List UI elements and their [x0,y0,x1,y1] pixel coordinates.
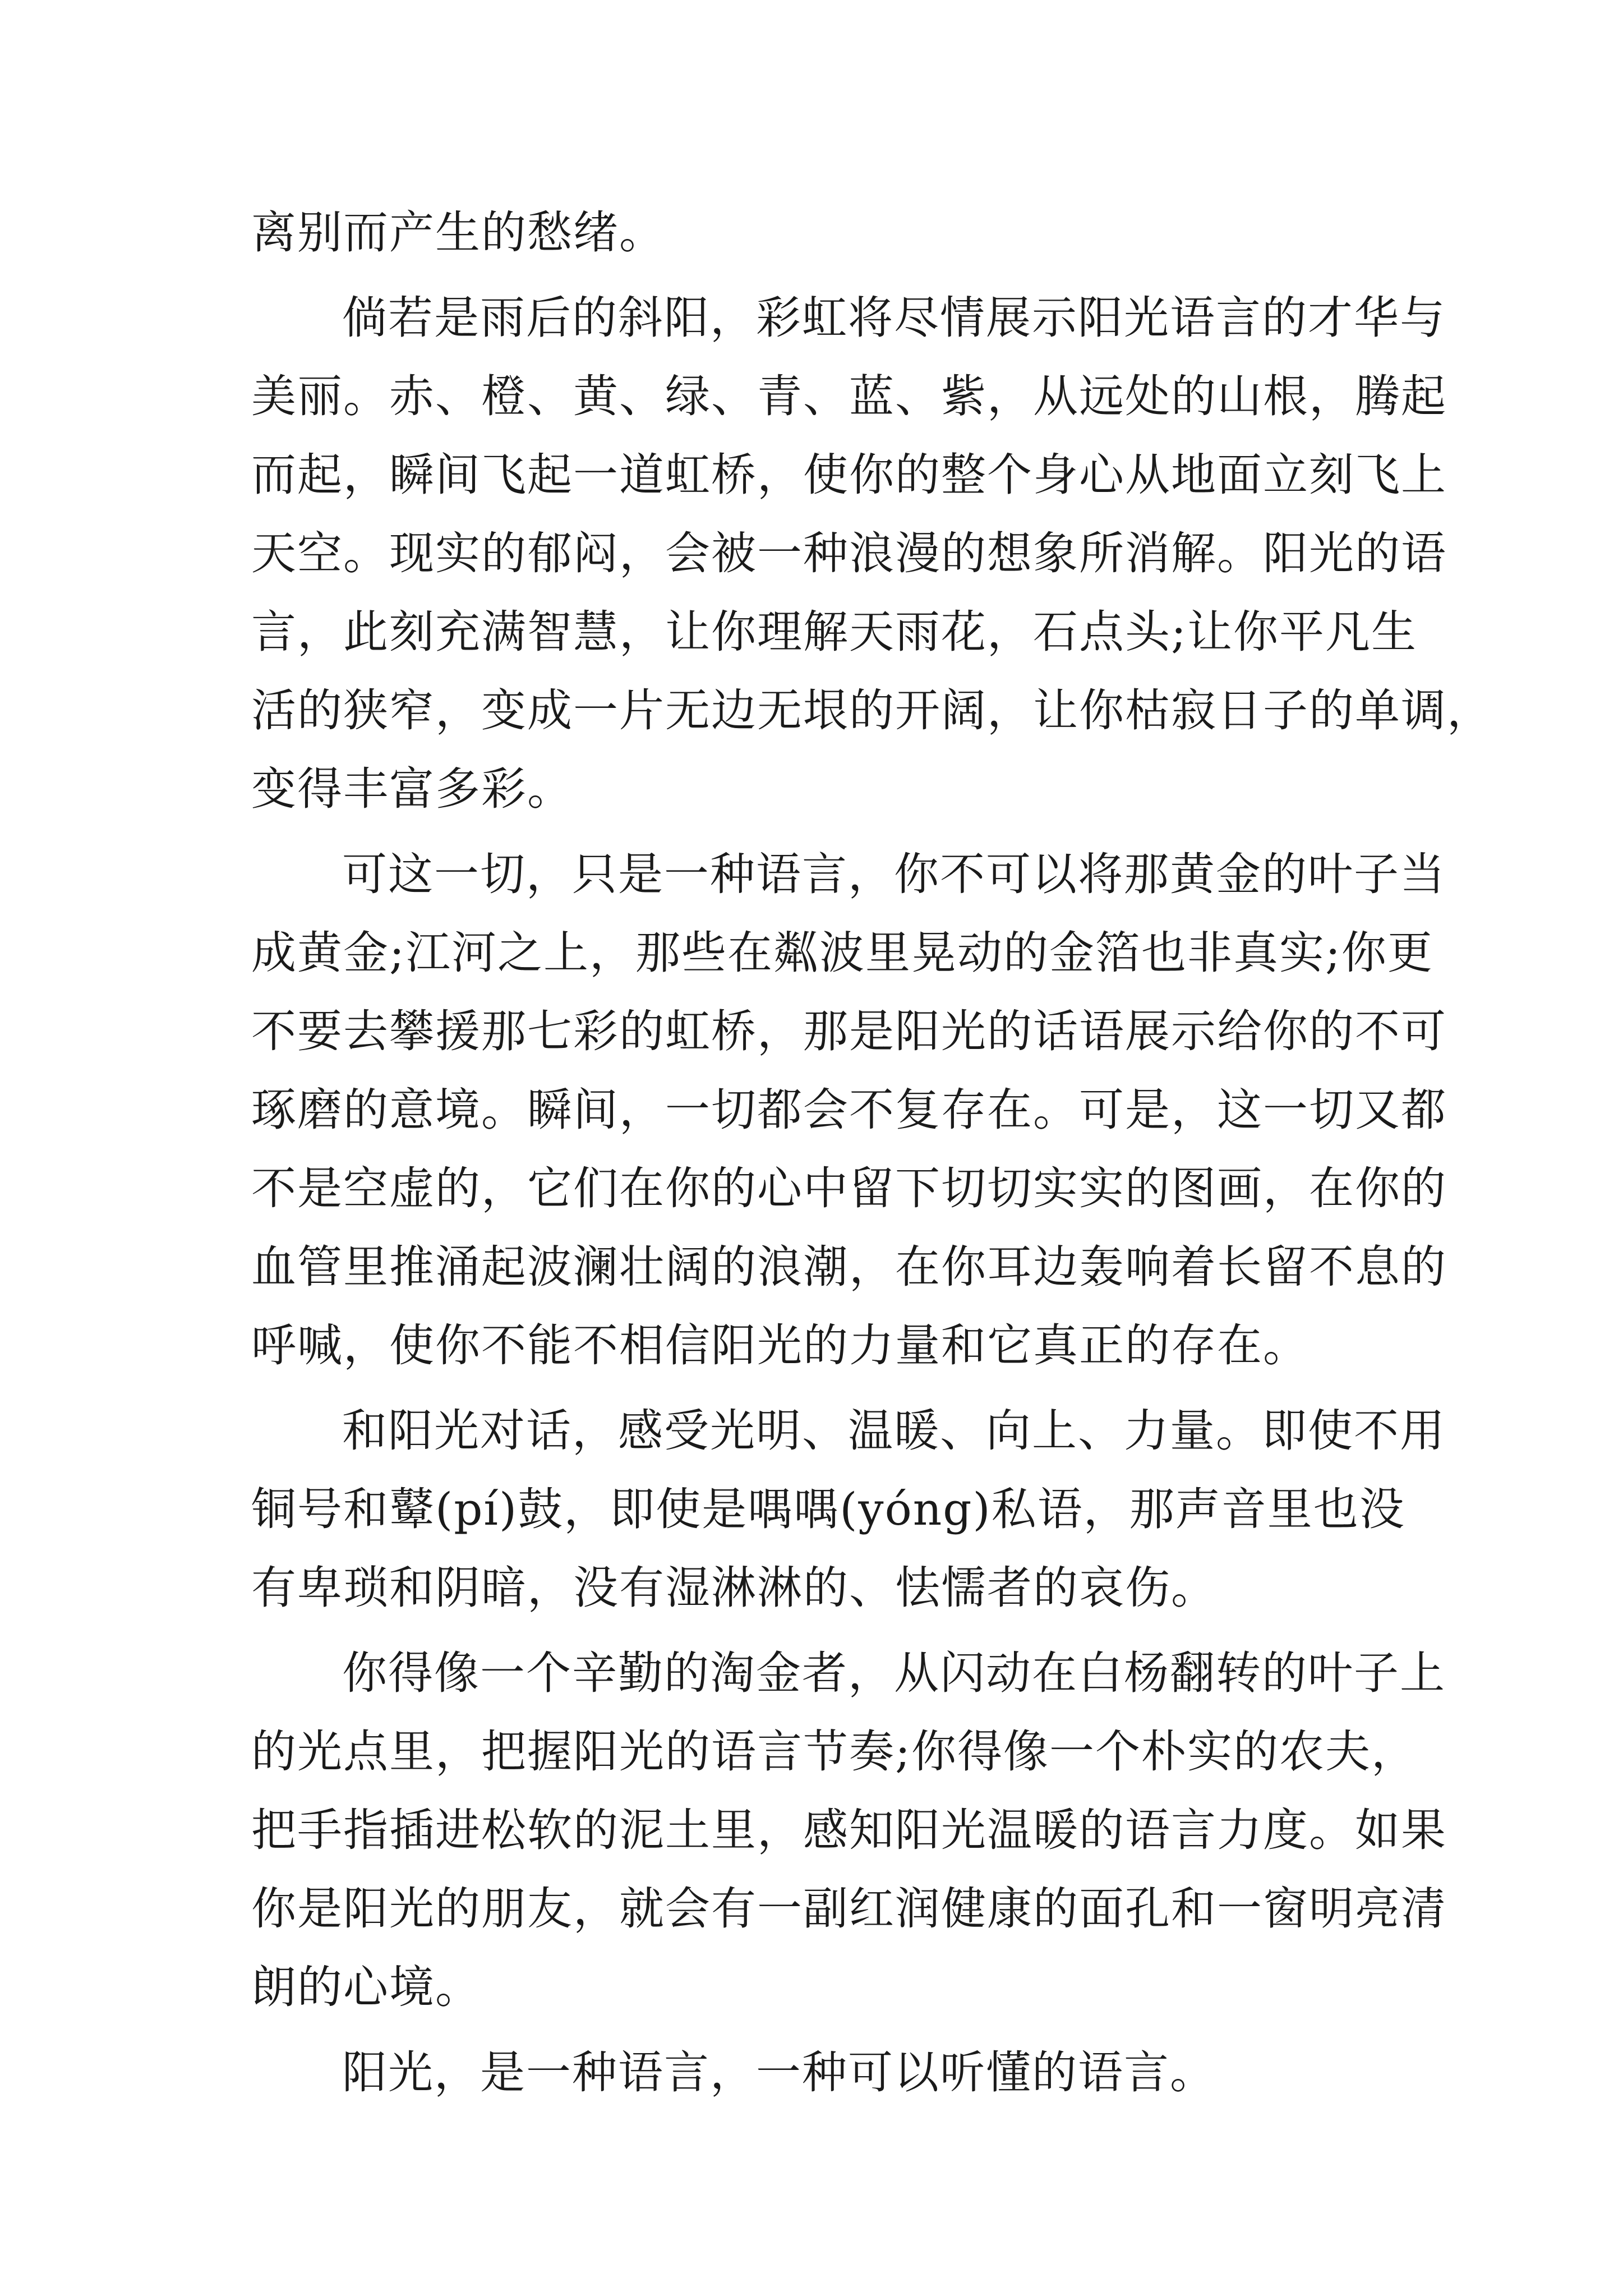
text-line: 把手指插进松软的泥土里，感知阳光温暖的语言力度。如果 [251,1804,1447,1856]
text-line: 可这一切，只是一种语言，你不可以将那黄金的叶子当 [342,848,1446,900]
text-line: 你是阳光的朋友，就会有一副红润健康的面孔和一窗明亮清 [251,1883,1447,1935]
text-line: 变得丰富多彩。 [251,763,573,815]
text-line: 血管里推涌起波澜壮阔的浪潮，在你耳边轰响着长留不息的 [251,1241,1447,1293]
text-line: 不是空虚的，它们在你的心中留下切切实实的图画，在你的 [251,1162,1447,1214]
text-line: 的光点里，把握阳光的语言节奏;你得像一个朴实的农夫， [251,1726,1417,1778]
text-line: 你得像一个辛勤的淘金者，从闪动在白杨翻转的叶子上 [342,1647,1446,1699]
text-line: 言，此刻充满智慧，让你理解天雨花，石点头;让你平凡生 [251,606,1417,658]
text-line: 离别而产生的愁绪。 [251,206,665,259]
text-line: 而起，瞬间飞起一道虹桥，使你的整个身心从地面立刻飞上 [251,449,1447,501]
text-line: 阳光，是一种语言，一种可以听懂的语言。 [342,2046,1216,2099]
text-line: 活的狭窄，变成一片无边无垠的开阔，让你枯寂日子的单调， [251,684,1493,737]
text-line: 琢磨的意境。瞬间，一切都会不复存在。可是，这一切又都 [251,1084,1447,1136]
text-line: 朗的心境。 [251,1961,481,2013]
text-line: 成黄金;江河之上，那些在粼波里晃动的金箔也非真实;你更 [251,927,1433,979]
text-line: 美丽。赤、橙、黄、绿、青、蓝、紫，从远处的山根，腾起 [251,370,1447,422]
text-line: 铜号和鼙(pí)鼓，即使是喁喁(yóng)私语，那声音里也没 [251,1483,1405,1535]
text-line: 不要去攀援那七彩的虹桥，那是阳光的话语展示给你的不可 [251,1005,1447,1057]
text-line: 和阳光对话，感受光明、温暖、向上、力量。即使不用 [342,1405,1446,1457]
text-line: 天空。现实的郁闷，会被一种浪漫的想象所消解。阳光的语 [251,527,1447,579]
text-line: 倘若是雨后的斜阳，彩虹将尽情展示阳光语言的才华与 [342,292,1446,344]
text-line: 呼喊，使你不能不相信阳光的力量和它真正的存在。 [251,1319,1309,1372]
text-line: 有卑琐和阴暗，没有湿淋淋的、怯懦者的哀伤。 [251,1562,1217,1614]
